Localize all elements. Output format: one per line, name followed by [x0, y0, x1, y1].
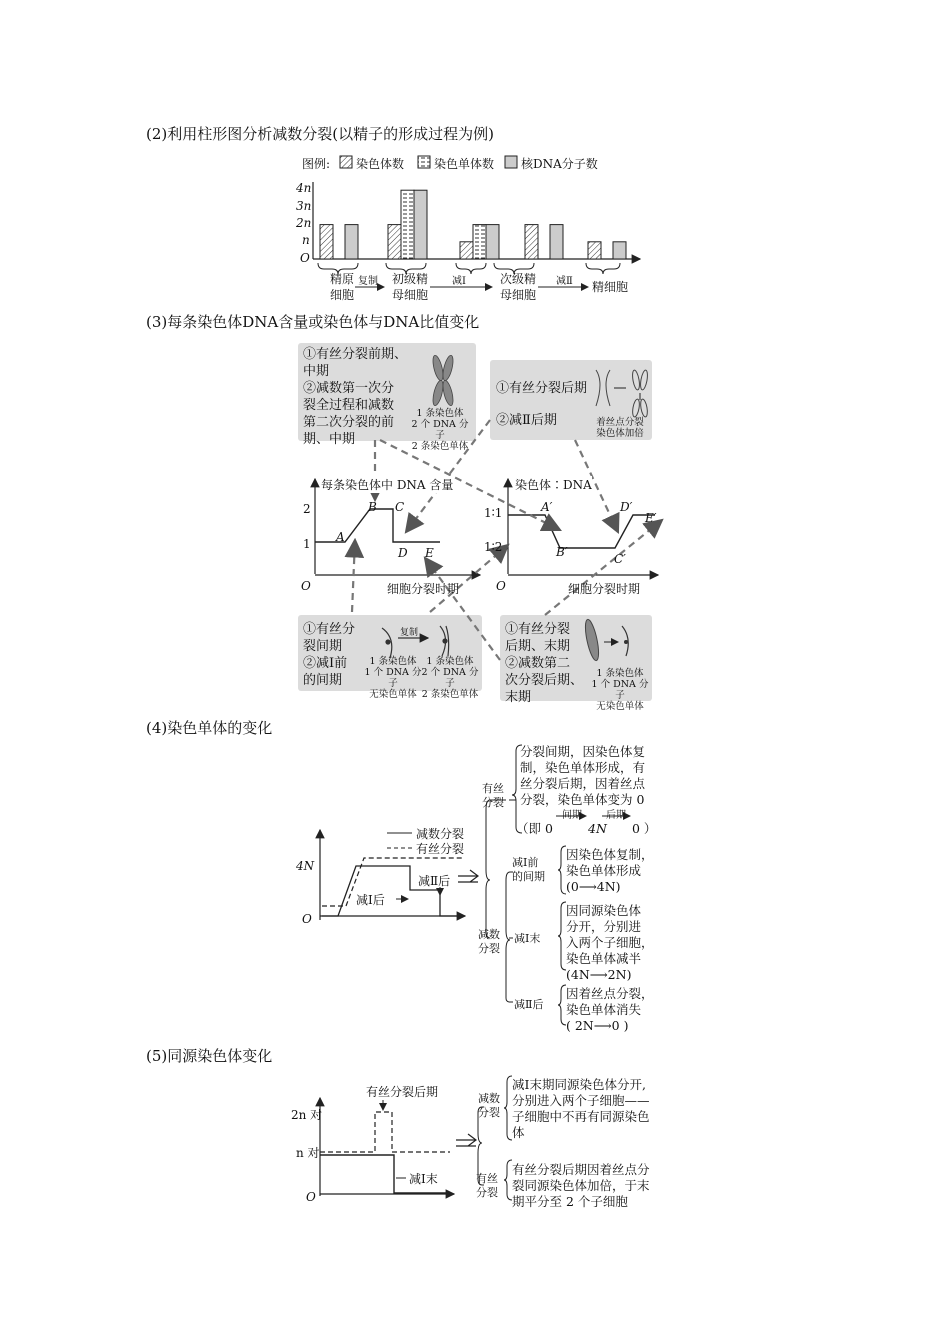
text-line: 制，染色单体形成，有: [520, 760, 646, 775]
chart2-y-11: 1∶1: [484, 506, 503, 520]
stage-primary: 初级精 母细胞: [391, 272, 428, 302]
box-tl-line: ②减数第一次分: [303, 381, 395, 396]
legend-prefix: 图例:: [302, 157, 331, 171]
note-line: 2 条染色单体: [411, 441, 469, 452]
chart1-point-a: A: [336, 530, 345, 544]
text-line: 减Ⅰ末期同源染色体分开,: [512, 1077, 646, 1092]
box-br-line: ②减数第二: [505, 656, 571, 671]
section-3-title: (3)每条染色体DNA含量或染色体与DNA比值变化: [146, 313, 480, 331]
text-line: 分开，分别进: [566, 919, 642, 934]
chart1-point-b: B: [368, 500, 377, 514]
homolog-meiosis-text: [512, 1077, 650, 1141]
arrow-replicate: 复制: [358, 276, 378, 287]
box-bl-line: 的间期: [303, 673, 343, 688]
text-line: 体: [512, 1125, 525, 1140]
mitosis-formula-pre: （即 0: [516, 821, 553, 836]
section-4-title: (4)染色单体的变化: [146, 719, 273, 737]
branch-mitosis-label: 有丝 分裂: [482, 782, 504, 809]
homolog-y-2n: 2n 对: [291, 1108, 323, 1122]
box-bl-line: ①有丝分: [303, 622, 356, 637]
box-tl-line: 中期: [303, 364, 330, 379]
chart2-point-b: B′: [556, 545, 568, 559]
box-tl-line: 期、中期: [303, 432, 356, 447]
homolog-mitosis-text: [512, 1162, 650, 1210]
text-line: 因同源染色体: [566, 903, 642, 918]
chromatid-origin: O: [302, 912, 312, 926]
box-bl-copy: 复制: [400, 628, 419, 638]
label-m2-after: 减Ⅱ后: [418, 874, 451, 888]
note-line: 1 条染色体: [369, 656, 417, 667]
chart2-point-c: C′: [614, 552, 626, 566]
box-br-line: ①有丝分裂: [505, 622, 571, 637]
chart1-title: 每条染色体中 DNA 含量: [321, 478, 454, 492]
note-line: 无染色单体: [369, 689, 417, 700]
homolog-m1-end: 减Ⅰ末: [409, 1172, 438, 1186]
section-2-title: (2)利用柱形图分析减数分裂(以精子的形成过程为例): [146, 125, 494, 143]
chart1-point-e: E: [425, 546, 434, 560]
y-tick-n: n: [302, 233, 310, 247]
note-line: 着丝点分裂: [596, 417, 644, 428]
chart1-point-d: D: [398, 546, 408, 560]
note-line: 染色体加倍: [596, 428, 644, 439]
chart2-point-e: E′: [645, 511, 657, 525]
chart1-y-2: 2: [303, 502, 311, 516]
chart2-title: 染色体∶DNA: [515, 478, 592, 492]
m1-label: 减Ⅰ前 的间期: [512, 856, 545, 883]
text-line: 入两个子细胞，: [566, 935, 654, 950]
box-tl-line: 第二次分裂的前: [303, 415, 395, 430]
branch-meiosis-label: 减数 分裂: [478, 928, 500, 955]
text-line: 子细胞中不再有同源染色: [512, 1109, 650, 1124]
note-line: 1 个 DNA 分子: [591, 679, 649, 701]
stage-spermatogonium: 精原 细胞: [329, 272, 354, 302]
legend-meiosis: 减数分裂: [416, 827, 465, 841]
box-tl-line: 裂全过程和减数: [303, 398, 395, 413]
y-tick-origin: O: [300, 251, 310, 265]
legend-mitosis: 有丝分裂: [416, 842, 465, 856]
text-line: ( 2N⟶0 ): [566, 1018, 629, 1033]
chart2-xlabel: 细胞分裂时期: [568, 582, 641, 596]
legend-chromatid: 染色单体数: [434, 157, 495, 171]
formula-anaphase: 后期: [606, 810, 626, 821]
legend-dna: 核DNA分子数: [521, 157, 598, 171]
m3-label: 减Ⅱ后: [514, 998, 544, 1011]
chart1-origin: O: [301, 579, 311, 593]
mitosis-curve: [320, 1112, 450, 1152]
note-line: 1 条染色体: [416, 408, 464, 419]
text-line: 分裂，染色单体变为 0: [520, 792, 645, 807]
box-br-line: 末期: [505, 690, 532, 705]
chart2-point-d: D′: [620, 500, 633, 514]
chart2-y-12: 1∶2: [484, 540, 503, 554]
chart2-origin: O: [496, 579, 506, 593]
text-line: 期平分至 2 个子细胞: [512, 1194, 628, 1209]
note-line: 1 个 DNA 分子: [364, 667, 422, 689]
note-line: 无染色单体: [596, 701, 644, 712]
chart1-y-1: 1: [303, 537, 311, 551]
homolog-mitosis-label: 有丝 分裂: [476, 1172, 498, 1199]
note-line: 2 个 DNA 分子: [421, 667, 479, 689]
y-tick-2n: 2n: [296, 216, 312, 230]
text-line: 染色单体减半: [566, 951, 642, 966]
text-line: 因着丝点分裂，: [566, 986, 654, 1001]
stage-sperm: 精细胞: [592, 280, 629, 294]
note-line: 1 条染色体: [426, 656, 474, 667]
y-tick-4n: 4n: [296, 181, 312, 195]
homolog-y-n: n 对: [296, 1146, 320, 1160]
section-5-title: (5)同源染色体变化: [146, 1047, 273, 1065]
chromatid-y-4n: 4N: [296, 859, 315, 873]
formula-4n: 4N: [588, 821, 607, 836]
box-bl-line: ②减Ⅰ前: [303, 656, 348, 671]
legend-chromosome: 染色体数: [356, 157, 405, 171]
note-line: 2 个 DNA 分子: [411, 419, 469, 441]
homolog-meiosis-label: 减数 分裂: [478, 1092, 500, 1119]
text-line: 分别进入两个子细胞——: [512, 1093, 650, 1108]
text-line: 染色单体形成: [566, 863, 642, 878]
formula-interphase: 间期: [562, 810, 582, 821]
homolog-top-label: 有丝分裂后期: [366, 1085, 439, 1099]
box-br-line: 后期、末期: [505, 639, 571, 654]
arrow-meiosis1: 减Ⅰ: [452, 276, 466, 287]
box-tl-line: ①有丝分裂前期、: [303, 347, 408, 362]
text-line: 分裂间期，因染色体复: [520, 744, 646, 759]
chart1-xlabel: 细胞分裂时期: [387, 582, 460, 596]
box-br-line: 次分裂后期、: [505, 673, 584, 688]
text-line: (0⟶4N): [566, 879, 621, 894]
box-tr-line1: ①有丝分裂后期: [496, 381, 588, 396]
text-line: 丝分裂后期，因着丝点: [520, 776, 646, 791]
text-line: 染色单体消失: [566, 1002, 642, 1017]
label-m1-after: 减Ⅰ后: [356, 893, 385, 907]
note-line: 2 条染色单体: [421, 689, 479, 700]
box-bl-line: 裂间期: [303, 639, 343, 654]
mitosis-formula-post: 0 ）: [632, 821, 657, 836]
arrow-meiosis2: 减Ⅱ: [556, 276, 573, 287]
chart1-point-c: C: [395, 500, 405, 514]
note-line: 1 条染色体: [596, 668, 644, 679]
homolog-origin: O: [306, 1190, 316, 1204]
y-tick-3n: 3n: [296, 199, 312, 213]
text-line: 因染色体复制，: [566, 847, 654, 862]
text-line: (4N⟶2N): [566, 967, 632, 982]
chart2-point-a: A′: [541, 500, 553, 514]
m2-label: 减Ⅰ末: [514, 932, 541, 945]
box-tr-line2: ②减Ⅱ后期: [496, 413, 557, 428]
text-line: 有丝分裂后期因着丝点分: [512, 1162, 650, 1177]
stage-secondary: 次级精 母细胞: [499, 272, 536, 302]
text-line: 裂同源染色体加倍，于末: [512, 1178, 650, 1193]
